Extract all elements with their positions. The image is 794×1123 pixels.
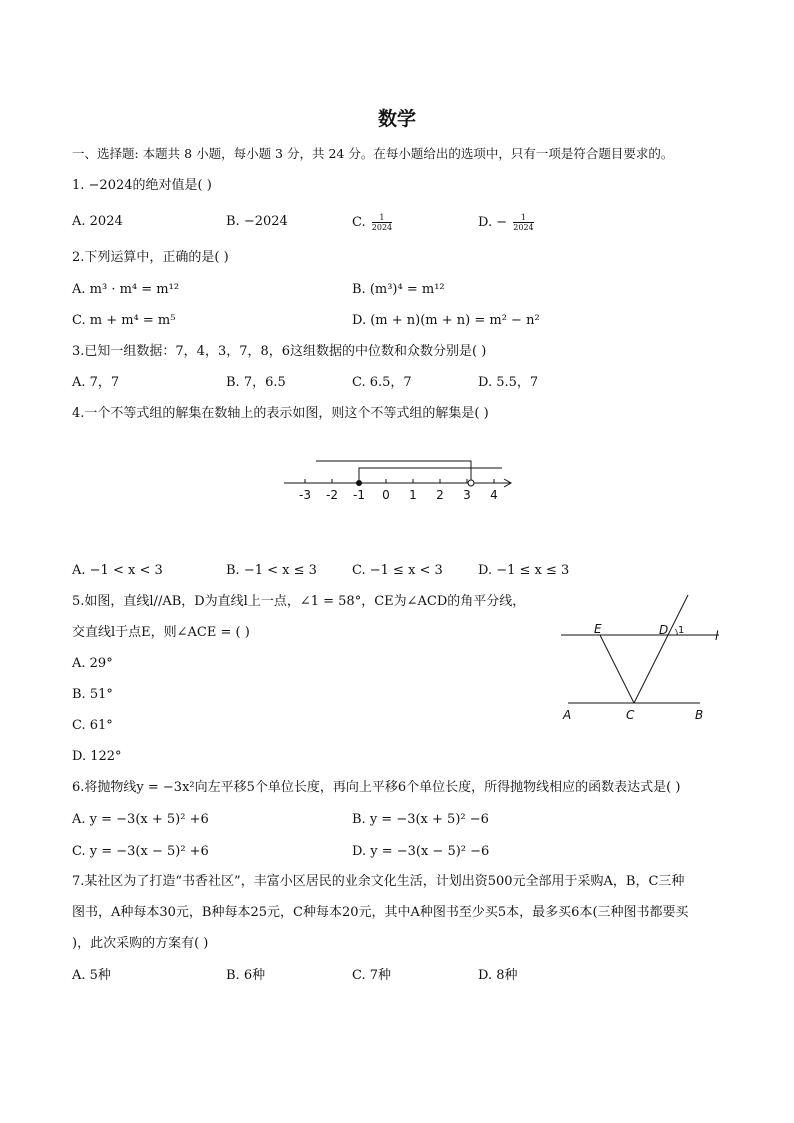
geometry-figure: [556, 588, 736, 728]
fraction-denominator: 2024: [371, 223, 393, 232]
point-label-e: E: [594, 622, 602, 636]
question-7-stem-line2: 图书，A种每本30元，B种每本25元，C种每本20元，其中A种图书至少买5本，最多买6本(三种图书都要买: [72, 905, 689, 920]
question-2-option-a: A. m³ · m⁴ = m¹²: [72, 282, 180, 297]
question-5-option-a: A. 29°: [72, 656, 113, 671]
page-title: 数学: [377, 108, 416, 130]
question-3-option-c: C. 6.5，7: [352, 375, 412, 390]
question-7-option-c: C. 7种: [352, 968, 392, 983]
question-3-option-d: D. 5.5，7: [478, 375, 539, 390]
question-5-stem-line1: 5.如图，直线l//AB，D为直线l上一点，∠1 = 58°，CE为∠ACD的角平分线，: [72, 594, 526, 609]
point-label-c: C: [626, 708, 635, 722]
question-4-option-a: A. −1 < x < 3: [72, 563, 163, 578]
point-label-b: B: [695, 708, 704, 722]
question-3-stem: 3.已知一组数据：7，4，3，7，8，6这组数据的中位数和众数分别是( ): [72, 344, 487, 359]
question-7-option-b: B. 6种: [226, 968, 266, 983]
segment-ce: [600, 635, 634, 703]
option-d-label: D. −: [478, 215, 508, 230]
solution-ray-left: [316, 461, 471, 480]
question-6-option-d: D. y = −3(x − 5)² −6: [352, 844, 490, 859]
question-6-option-b: B. y = −3(x + 5)² −6: [352, 812, 489, 827]
open-endpoint: [468, 480, 474, 486]
tick-label: -3: [299, 488, 311, 502]
question-5-stem-line2: 交直线l于点E，则∠ACE = ( ): [72, 625, 250, 640]
angle-label-1: 1: [678, 625, 685, 636]
question-5-option-b: B. 51°: [72, 687, 113, 702]
question-3-option-a: A. 7，7: [72, 375, 120, 390]
question-4-option-b: B. −1 < x ≤ 3: [226, 563, 317, 578]
tick-label: 3: [463, 488, 471, 502]
point-label-d: D: [659, 623, 669, 637]
question-4-stem: 4.一个不等式组的解集在数轴上的表示如图，则这个不等式组的解集是( ): [72, 406, 489, 421]
question-2-option-d: D. (m + n)(m + n) = m² − n²: [352, 313, 540, 328]
question-4-option-c: C. −1 ≤ x < 3: [352, 563, 443, 578]
solution-ray-right: [359, 468, 502, 480]
fraction-numerator: 1: [372, 213, 392, 223]
question-2-option-b: B. (m³)⁴ = m¹²: [352, 282, 445, 297]
question-6-option-c: C. y = −3(x − 5)² +6: [72, 844, 209, 859]
question-4-option-d: D. −1 ≤ x ≤ 3: [478, 563, 570, 578]
question-3-option-b: B. 7，6.5: [226, 375, 286, 390]
line-cd: [634, 595, 688, 703]
question-2-option-c: C. m + m⁴ = m⁵: [72, 313, 176, 328]
section-heading: 一、选择题: 本题共 8 小题，每小题 3 分，共 24 分。在每小题给出的选项中，只有一项是符合题目要求的。: [72, 146, 674, 161]
number-line-figure: [280, 452, 520, 512]
question-6-stem: 6.将抛物线y = −3x²向左平移5个单位长度，再向上平移6个单位长度，所得抛物线相应的函数表达式是( ): [72, 780, 681, 795]
question-1-option-b: B. −2024: [226, 214, 288, 229]
question-7-stem-line1: 7.某社区为了打造“书香社区”，丰富小区居民的业余文化生活，计划出资500元全部用于采购A，B，C三种: [72, 874, 685, 889]
tick-label: 0: [382, 488, 390, 502]
question-1-stem: 1. −2024的绝对值是( ): [72, 178, 212, 193]
fraction-numerator: 1: [513, 213, 533, 223]
tick-label: -1: [353, 488, 365, 502]
fraction: [372, 213, 392, 232]
question-1-option-d: [478, 213, 534, 232]
option-c-label: C.: [352, 215, 366, 230]
question-5-option-c: C. 61°: [72, 718, 113, 733]
tick-label: -2: [326, 488, 338, 502]
question-7-option-d: D. 8种: [478, 968, 518, 983]
question-5-option-d: D. 122°: [72, 749, 122, 764]
question-6-option-a: A. y = −3(x + 5)² +6: [72, 812, 209, 827]
line-label-l: l: [715, 629, 719, 643]
tick-label: 4: [490, 488, 498, 502]
tick-label: 2: [436, 488, 444, 502]
question-2-stem: 2.下列运算中，正确的是( ): [72, 250, 229, 265]
point-label-a: A: [563, 708, 572, 722]
closed-endpoint: [356, 480, 362, 486]
question-1-option-c: [352, 213, 392, 232]
angle-1-arc: [675, 629, 677, 635]
question-7-stem-line3: )，此次采购的方案有( ): [72, 936, 209, 951]
fraction: [513, 213, 533, 232]
fraction-denominator: 2024: [513, 223, 534, 232]
axis-ticks: [305, 479, 494, 483]
tick-label: 1: [409, 488, 417, 502]
question-7-option-a: A. 5种: [72, 968, 111, 983]
question-1-option-a: A. 2024: [72, 214, 123, 229]
